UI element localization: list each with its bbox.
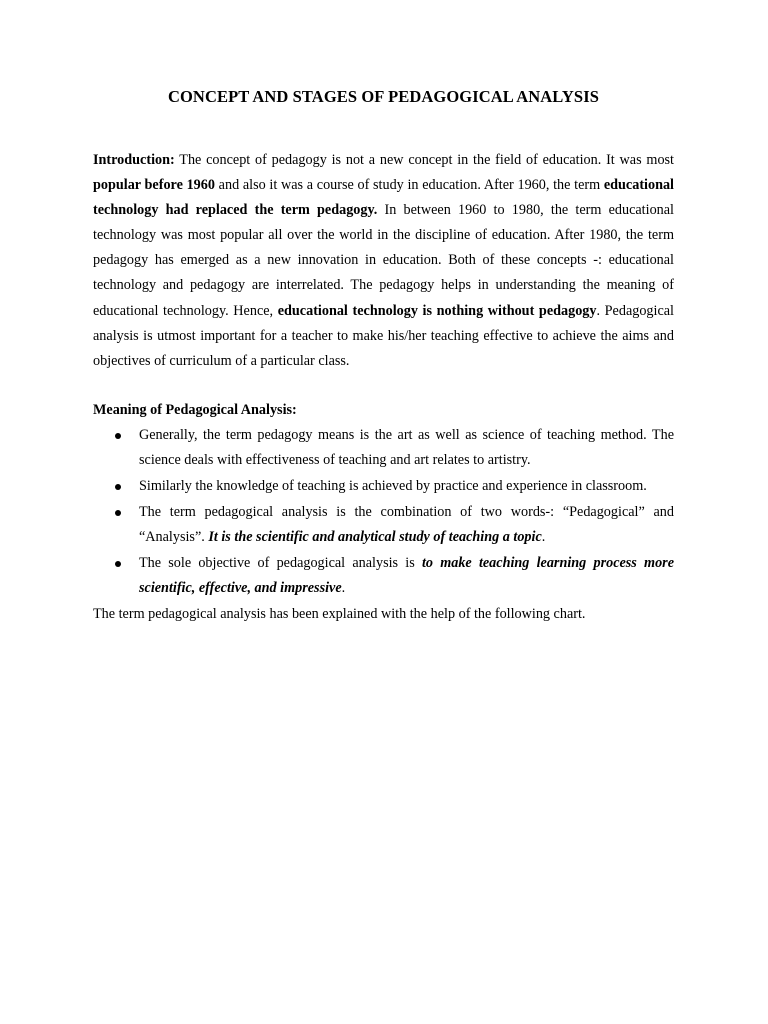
introduction-label: Introduction:: [93, 152, 175, 168]
bullet-end: .: [341, 580, 346, 597]
list-item: [93, 551, 674, 602]
intro-text-3: In between 1960 to 1980, the term educational technology was most popular all over the world in the discipline of education. After 1980, the term pedagogy has emerged as a new innovation in education. Both of these concepts -: educational technology and pedagogy are interrelated. The pedagogy helps in understanding the meaning of educational technology. Hence,: [93, 202, 674, 319]
intro-text-4: . Pedagogical analysis is utmost important for a teacher to make his/her teaching effective to achieve the aims and objectives of curriculum of a particular class.: [93, 302, 674, 369]
bullet-end: .: [541, 529, 546, 546]
list-item: [93, 423, 674, 474]
bullet-emphasis: It is the scientific and analytical study of teaching a topic: [208, 529, 542, 546]
bullet-text: Similarly the knowledge of teaching is achieved by practice and experience in classroom.: [139, 478, 647, 495]
meaning-heading: Meaning of Pedagogical Analysis:: [93, 401, 297, 418]
bullet-icon: [115, 561, 121, 567]
bullet-icon: [115, 433, 121, 439]
bullet-icon: [115, 510, 121, 516]
bullet-text: Generally, the term pedagogy means is the art as well as science of teaching method. The science deals with effectiveness of teaching and art relates to artistry.: [139, 426, 674, 469]
list-item: [93, 474, 674, 500]
closing-sentence: The term pedagogical analysis has been explained with the help of the following chart.: [93, 606, 586, 622]
intro-text-2: and also it was a course of study in education. After 1960, the term: [214, 177, 604, 194]
bullet-icon: [115, 484, 121, 490]
intro-bold-2: educational technology had replaced the term pedagogy.: [93, 177, 674, 219]
introduction-paragraph: [93, 148, 674, 374]
intro-text-1: The concept of pedagogy is not a new concept in the field of education. It was most: [174, 152, 674, 168]
document-page: [93, 85, 674, 627]
document-title: CONCEPT AND STAGES OF PEDAGOGICAL ANALYSIS: [167, 87, 599, 106]
meaning-bullet-list: [93, 423, 674, 602]
list-item: [93, 500, 674, 551]
intro-bold-1: popular before 1960: [93, 177, 215, 194]
bullet-text: The term pedagogical analysis is the combination of two words-: “Pedagogical” and “Analysis”.: [139, 503, 674, 546]
bullet-text: The sole objective of pedagogical analysis is: [139, 554, 422, 571]
intro-bold-3: educational technology is nothing without pedagogy: [277, 302, 597, 319]
bullet-emphasis: to make teaching learning process more scientific, effective, and impressive: [139, 554, 674, 597]
